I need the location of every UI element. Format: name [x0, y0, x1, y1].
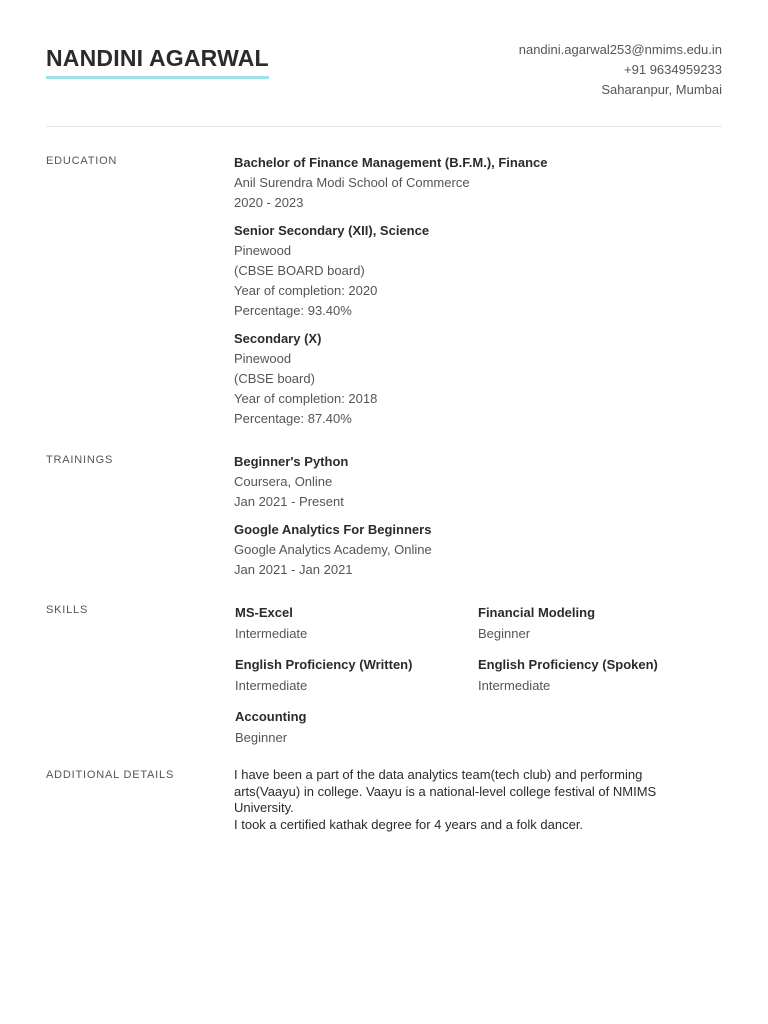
education-entry: [234, 153, 722, 213]
phone-text: +91 9634959233: [624, 62, 722, 77]
training-title: Beginner's Python: [234, 454, 349, 469]
skills-label: SKILLS: [46, 604, 89, 616]
training-entry: [234, 452, 722, 512]
additional-label: ADDITIONAL DETAILS: [46, 769, 175, 781]
training-entry: [234, 520, 722, 580]
education-title: Bachelor of Finance Management (B.F.M.), Finance: [234, 155, 548, 170]
name-block: [46, 43, 269, 79]
skill-level: Beginner: [478, 626, 531, 641]
education-detail: Anil Surendra Modi School of Commerce: [234, 175, 470, 190]
candidate-name: NANDINI AGARWAL: [46, 45, 269, 71]
education-detail: (CBSE BOARD board): [234, 263, 365, 278]
additional-paragraph: I have been a part of the data analytics team(tech club) and performing arts(Vaayu) in college. Vaayu is a national-level college festival of NMIMS University.: [234, 767, 657, 815]
education-detail: 2020 - 2023: [234, 195, 304, 210]
additional-body: [234, 767, 682, 833]
skill-level: Intermediate: [235, 678, 308, 693]
skill-item: [235, 654, 478, 696]
education-title: Senior Secondary (XII), Science: [234, 223, 430, 238]
skill-name: Accounting: [235, 709, 307, 724]
skill-item: [235, 706, 478, 748]
skills-list: [234, 602, 722, 748]
trainings-label: TRAININGS: [46, 454, 114, 466]
training-detail: Google Analytics Academy, Online: [234, 542, 432, 557]
education-detail: Year of completion: 2020: [234, 283, 378, 298]
additional-paragraph: I took a certified kathak degree for 4 years and a folk dancer.: [234, 816, 584, 832]
contact-info: [519, 40, 722, 100]
education-entry: [234, 221, 722, 321]
skill-name: English Proficiency (Written): [235, 657, 413, 672]
skills-grid: [235, 602, 722, 748]
skill-item: [235, 602, 478, 644]
training-detail: Jan 2021 - Present: [234, 494, 344, 509]
education-title: Secondary (X): [234, 331, 322, 346]
resume-header: [46, 40, 722, 127]
skill-name: English Proficiency (Spoken): [478, 657, 658, 672]
education-detail: (CBSE board): [234, 371, 315, 386]
skill-name: MS-Excel: [235, 605, 293, 620]
skill-level: Beginner: [235, 730, 288, 745]
education-detail: Percentage: 87.40%: [234, 411, 352, 426]
education-detail: Pinewood: [234, 351, 292, 366]
education-label: EDUCATION: [46, 155, 118, 167]
name-underline: [46, 76, 269, 79]
education-list: [234, 153, 722, 437]
skill-name: Financial Modeling: [478, 605, 596, 620]
education-entry: [234, 329, 722, 429]
skill-item: [478, 602, 721, 644]
education-detail: Pinewood: [234, 243, 292, 258]
location-text: Saharanpur, Mumbai: [601, 82, 722, 97]
skill-level: Intermediate: [478, 678, 551, 693]
skill-level: Intermediate: [235, 626, 308, 641]
education-detail: Percentage: 93.40%: [234, 303, 352, 318]
training-detail: Jan 2021 - Jan 2021: [234, 562, 353, 577]
training-title: Google Analytics For Beginners: [234, 522, 432, 537]
skill-item: [478, 654, 721, 696]
training-detail: Coursera, Online: [234, 474, 333, 489]
email-text: nandini.agarwal253@nmims.edu.in: [518, 42, 722, 57]
trainings-list: [234, 452, 722, 588]
education-detail: Year of completion: 2018: [234, 391, 378, 406]
